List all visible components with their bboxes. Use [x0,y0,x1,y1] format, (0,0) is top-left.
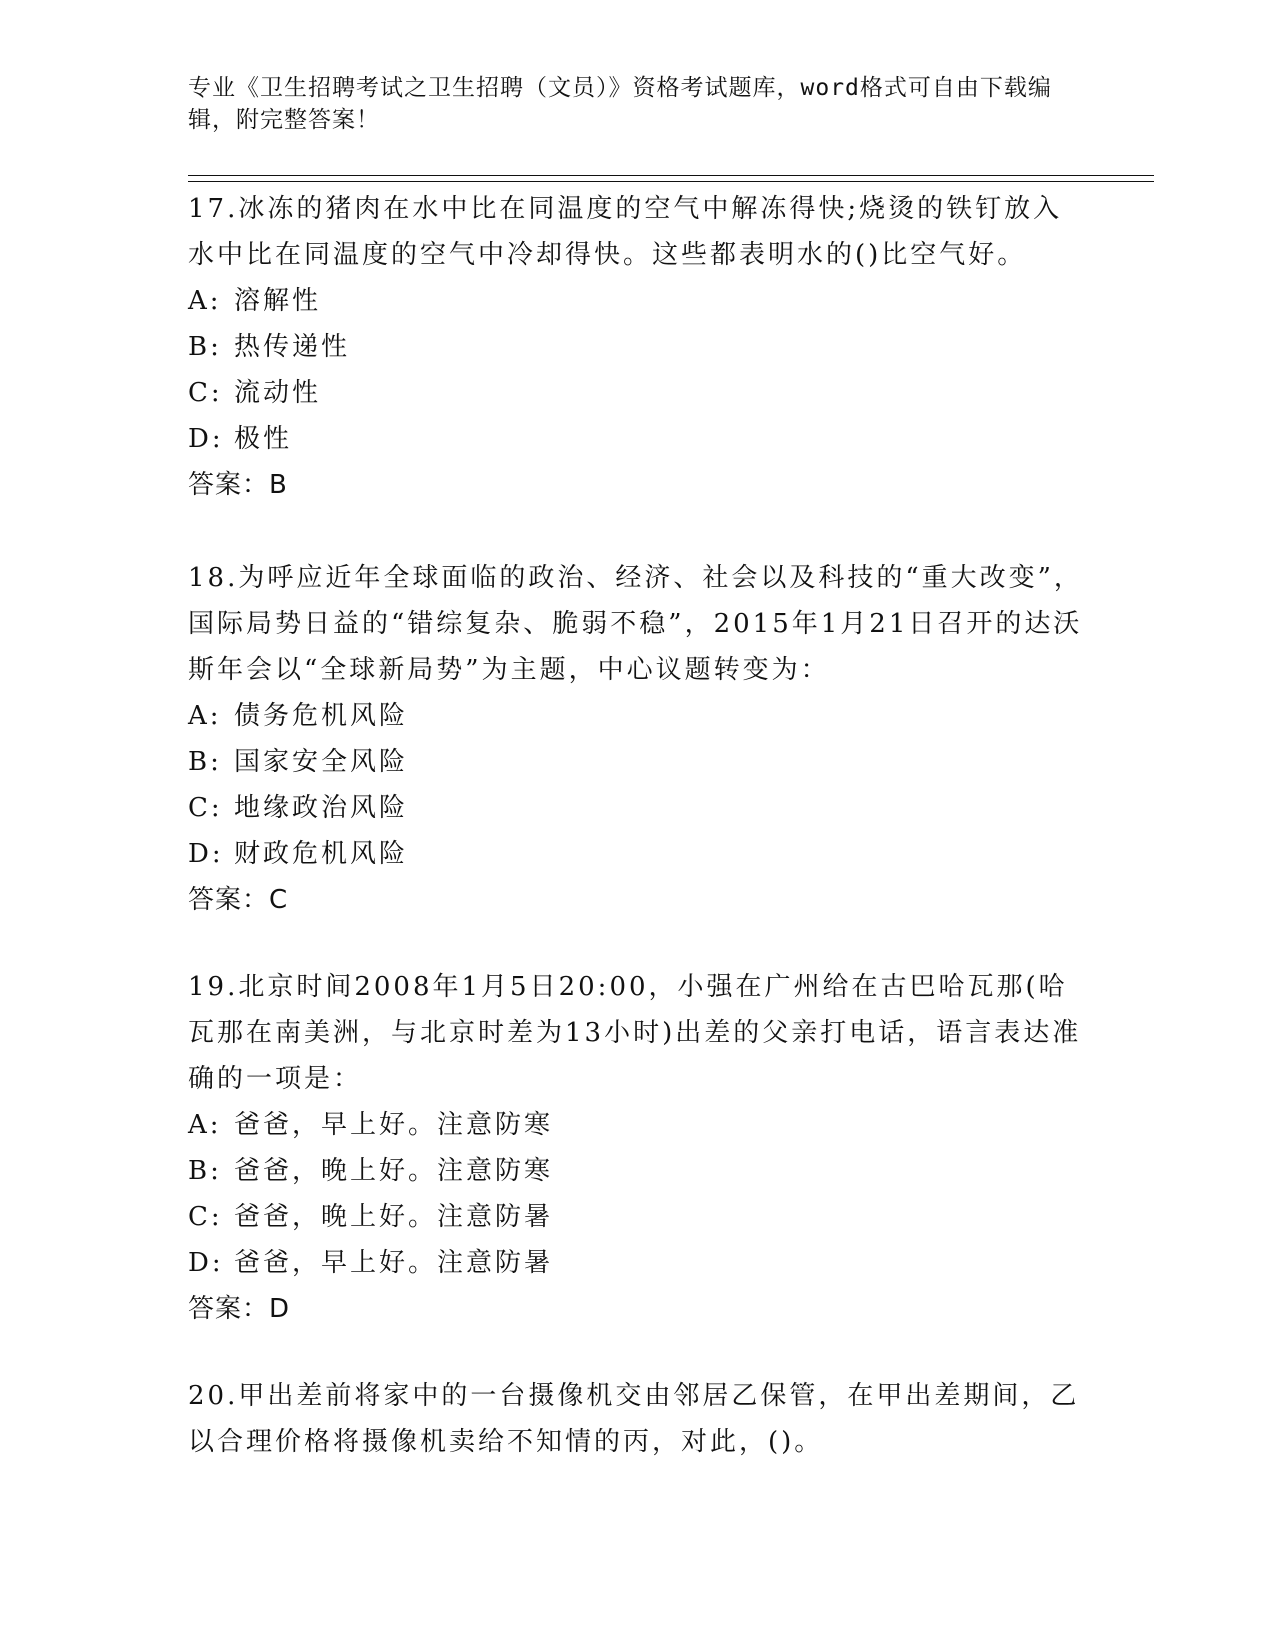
question-19 [188,964,1088,1332]
question-stem: 19.北京时间2008年1月5日20:00，小强在广州给在古巴哈瓦那(哈瓦那在南美洲，与北京时差为13小时)出差的父亲打电话，语言表达准确的一项是： [188,972,1082,1094]
option-text: 爸爸，晚上好。注意防暑 [234,1202,554,1232]
question-18 [188,555,1088,923]
option-text: 债务危机风险 [234,701,409,731]
option-a [188,693,1088,739]
option-text: 地缘政治风险 [234,793,409,823]
question-20 [188,1373,1088,1465]
option-c [188,370,1088,416]
option-text: 热传递性 [234,332,351,362]
document-header: 专业《卫生招聘考试之卫生招聘（文员）》资格考试题库，word格式可自由下载编辑，附完整答案！ [188,75,1052,133]
option-key: D: [188,1248,224,1278]
option-c [188,785,1088,831]
option-a [188,1102,1088,1148]
option-key: A: [188,286,222,316]
option-key: C: [188,793,223,823]
question-17 [188,186,1088,508]
option-key: B: [188,747,222,777]
option-key: B: [188,1156,222,1186]
option-d [188,416,1088,462]
header-divider-bottom [188,181,1154,182]
answer-line: 答案：B [188,470,288,500]
question-stem: 17.冰冻的猪肉在水中比在同温度的空气中解冻得快;烧烫的铁钉放入水中比在同温度的空气中冷却得快。这些都表明水的()比空气好。 [188,194,1063,270]
option-key: D: [188,839,224,869]
option-text: 溶解性 [234,286,322,316]
option-c [188,1194,1088,1240]
option-text: 爸爸，早上好。注意防暑 [234,1248,554,1278]
question-stem: 20.甲出差前将家中的一台摄像机交由邻居乙保管，在甲出差期间，乙以合理价格将摄像机卖给不知情的丙，对此，()。 [188,1381,1080,1457]
answer-line: 答案：D [188,1294,291,1324]
option-a [188,278,1088,324]
option-text: 流动性 [234,378,322,408]
option-key: A: [188,1110,222,1140]
question-stem: 18.为呼应近年全球面临的政治、经济、社会以及科技的“重大改变”，国际局势日益的“错综复杂、脆弱不稳”，2015年1月21日召开的达沃斯年会以“全球新局势”为主题，中心议题转变为： [188,563,1083,685]
option-text: 财政危机风险 [234,839,409,869]
option-key: D: [188,424,224,454]
option-b [188,739,1088,785]
option-key: C: [188,378,223,408]
option-b [188,1148,1088,1194]
option-key: C: [188,1202,223,1232]
option-d [188,1240,1088,1286]
option-text: 爸爸，晚上好。注意防寒 [234,1156,554,1186]
option-key: B: [188,332,222,362]
answer-line: 答案：C [188,885,289,915]
option-key: A: [188,701,222,731]
option-text: 爸爸，早上好。注意防寒 [234,1110,554,1140]
option-b [188,324,1088,370]
header-divider-top [188,175,1154,176]
option-text: 国家安全风险 [234,747,409,777]
option-d [188,831,1088,877]
option-text: 极性 [234,424,293,454]
